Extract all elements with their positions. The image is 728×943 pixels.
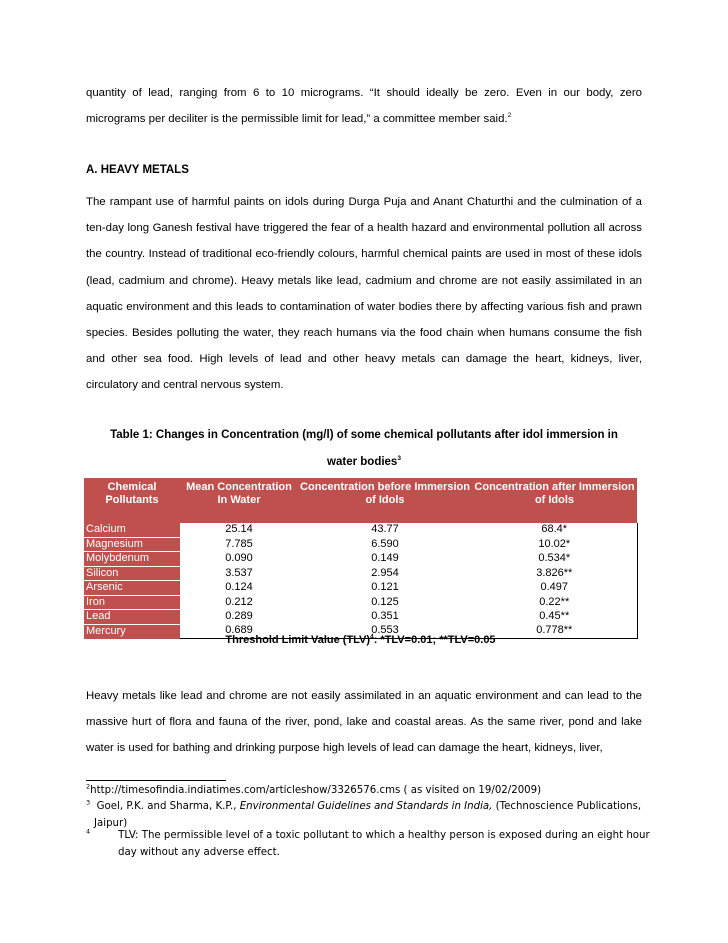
cell-mean: 3.537: [225, 566, 253, 579]
cell-after: 68.4*: [472, 523, 637, 537]
cell-mean: 0.289: [225, 610, 253, 622]
cell-pollutant: Lead: [84, 610, 180, 625]
cell-pollutant: Mercury: [84, 624, 180, 639]
table-row: [84, 581, 637, 596]
cell-mean: 25.14: [225, 523, 253, 536]
cell-before: 6.590: [371, 537, 399, 550]
cell-before: 2.954: [371, 566, 399, 579]
footnote-4: $^4$ TLV: The permissible level of a toxic pollutant to which a healthy person is exposed during an eight hour day without any adverse effect.: [86, 827, 650, 858]
table-caption-line2: water bodies$^3$: [327, 455, 401, 468]
pollutant-table: [84, 478, 638, 639]
cell-after: 0.22**: [472, 595, 637, 610]
footnote-2: $^2$http://timesofindia.indiatimes.com/articleshow/3326576.cms ( as visited on 19/02/2009): [86, 782, 542, 796]
cell-after: 0.534*: [472, 552, 637, 567]
cell-after: 3.826**: [472, 566, 637, 581]
cell-mean: 0.212: [225, 595, 253, 608]
cell-before: 0.125: [371, 595, 399, 608]
footnote-ref-2: 2: [507, 112, 512, 120]
footnote-ref-4: 4: [370, 633, 374, 641]
cell-pollutant: Magnesium: [84, 537, 180, 552]
cell-before: 0.121: [371, 581, 399, 593]
cell-after: 0.497: [472, 581, 637, 596]
header-concentration-before: Concentration before Immersion of Idols: [298, 478, 472, 523]
cell-mean: 7.785: [225, 537, 253, 550]
section-heading: A. HEAVY METALS: [86, 164, 189, 176]
header-concentration-after: Concentration after Immersion of Idols: [472, 478, 637, 523]
footnote-3: $^3$ Goel, P.K. and Sharma, K.P., Environmental Guidelines and Standards in India, (Technoscience Publications, Jaipur): [86, 798, 642, 829]
cell-pollutant: Molybdenum: [84, 552, 180, 567]
paragraph-conclusion: Heavy metals like lead and chrome are not easily assimilated in an aquatic environment and can lead to the massive hurt of flora and fauna of the river, pond, lake and coastal areas. As the same river, pond and lake water is used for bathing and drinking purpose high levels of lead can damage the heart, kidneys, liver,: [86, 690, 642, 755]
cell-before: 43.77: [371, 523, 399, 536]
table-row: [84, 537, 637, 552]
footnote-ref-3: 3: [397, 455, 401, 463]
cell-after: 0.778**: [472, 624, 637, 639]
table-header-row: [84, 478, 637, 523]
cell-pollutant: Silicon: [84, 566, 180, 581]
table-row: [84, 610, 637, 625]
table-row: [84, 595, 637, 610]
header-mean-concentration: Mean Concentration In Water: [180, 478, 298, 523]
paragraph-intro: quantity of lead, ranging from 6 to 10 micrograms. “It should ideally be zero. Even in our body, zero micrograms per deciliter is the permissible limit for lead,” a committee member said.$^2$: [86, 87, 642, 126]
table-row: [84, 523, 637, 537]
cell-pollutant: Arsenic: [84, 581, 180, 596]
footnote-divider: [86, 780, 226, 781]
cell-after: 0.45**: [472, 610, 637, 625]
cell-before: 0.553: [298, 624, 472, 639]
cell-after: 10.02*: [472, 537, 637, 552]
table-row: [84, 566, 637, 581]
cell-mean: 0.090: [225, 552, 253, 564]
table-caption-line1: Table 1: Changes in Concentration (mg/l) of some chemical pollutants after idol immersion in: [110, 429, 618, 441]
paragraph-heavy-metals: The rampant use of harmful paints on idols during Durga Puja and Anant Chaturthi and the culmination of a ten-day long Ganesh festival have triggered the fear of a health hazard and environmental pollution all across the country. Instead of traditional eco-friendly colours, harmful chemical paints are used in most of these idols (lead, cadmium and chrome). Heavy metals like lead, cadmium and chrome are not easily assimilated in an aquatic environment and this leads to contamination of water bodies there by affecting various fish and prawn species. Besides polluting the water, they reach humans via the food chain when humans consume the fish and other sea food. High levels of lead and other heavy metals can damage the heart, kidneys, liver, circulatory and central nervous system.: [86, 196, 642, 392]
cell-mean: 0.124: [225, 581, 253, 593]
tlv-note: Threshold Limit Value (TLV)$^4$: *TLV=0.01; **TLV=0.05: [225, 633, 496, 646]
cell-pollutant: Iron: [84, 595, 180, 610]
header-chemical-pollutants: Chemical Pollutants: [84, 478, 180, 523]
cell-mean: 0.689: [180, 624, 298, 639]
cell-pollutant: Calcium: [84, 523, 180, 537]
cell-before: 0.149: [371, 552, 399, 564]
cell-before: 0.351: [371, 610, 399, 622]
table-row: [84, 552, 637, 567]
